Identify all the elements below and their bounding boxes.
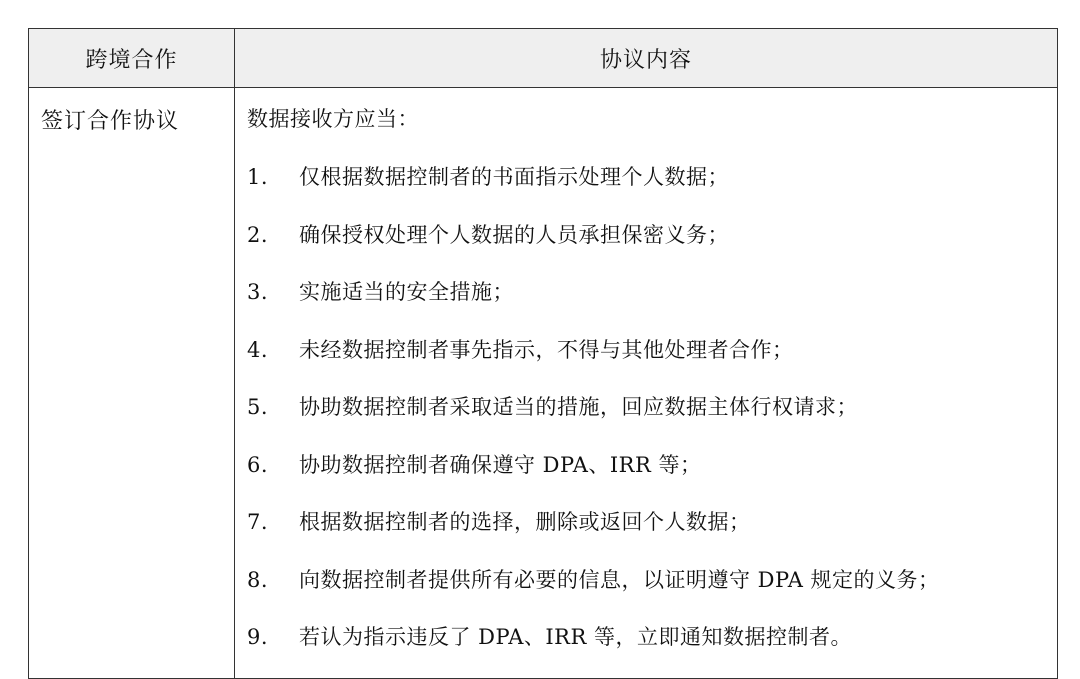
item-number: 3. <box>247 280 269 304</box>
list-item <box>247 162 1057 220</box>
list-item <box>247 392 1057 450</box>
list-item <box>247 565 1057 623</box>
header-agreement-content: 协议内容 <box>235 29 1058 88</box>
category-cell: 签订合作协议 <box>29 88 235 679</box>
item-text: 实施适当的安全措施； <box>299 280 514 304</box>
item-number: 1. <box>247 165 269 189</box>
list-item <box>247 220 1057 278</box>
list-item <box>247 622 1057 666</box>
list-item <box>247 277 1057 335</box>
item-number: 6. <box>247 452 269 477</box>
obligation-list <box>247 162 1057 666</box>
header-cross-border-cooperation: 跨境合作 <box>29 29 235 88</box>
list-item <box>247 507 1057 565</box>
item-text: 协助数据控制者采取适当的措施，回应数据主体行权请求； <box>299 395 858 419</box>
item-number: 7. <box>247 510 269 534</box>
header-row <box>29 29 1058 88</box>
item-number: 9. <box>247 625 269 649</box>
item-number: 2. <box>247 222 269 247</box>
item-text: 若认为指示违反了 DPA、IRR 等，立即通知数据控制者。 <box>299 625 852 649</box>
item-text: 仅根据数据控制者的书面指示处理个人数据； <box>299 165 729 189</box>
item-number: 5. <box>247 395 269 419</box>
agreement-table <box>28 28 1058 679</box>
item-number: 8. <box>247 567 269 592</box>
item-text: 向数据控制者提供所有必要的信息，以证明遵守 DPA 规定的义务； <box>299 567 940 592</box>
list-item <box>247 335 1057 393</box>
content-cell <box>235 88 1058 679</box>
item-text: 协助数据控制者确保遵守 DPA、IRR 等； <box>299 452 702 477</box>
item-text: 确保授权处理个人数据的人员承担保密义务； <box>299 222 729 247</box>
item-text: 根据数据控制者的选择，删除或返回个人数据； <box>299 510 751 534</box>
list-item <box>247 450 1057 508</box>
content-intro: 数据接收方应当： <box>247 107 419 131</box>
table-row <box>29 88 1058 679</box>
item-number: 4. <box>247 337 269 362</box>
item-text: 未经数据控制者事先指示，不得与其他处理者合作； <box>299 337 794 362</box>
